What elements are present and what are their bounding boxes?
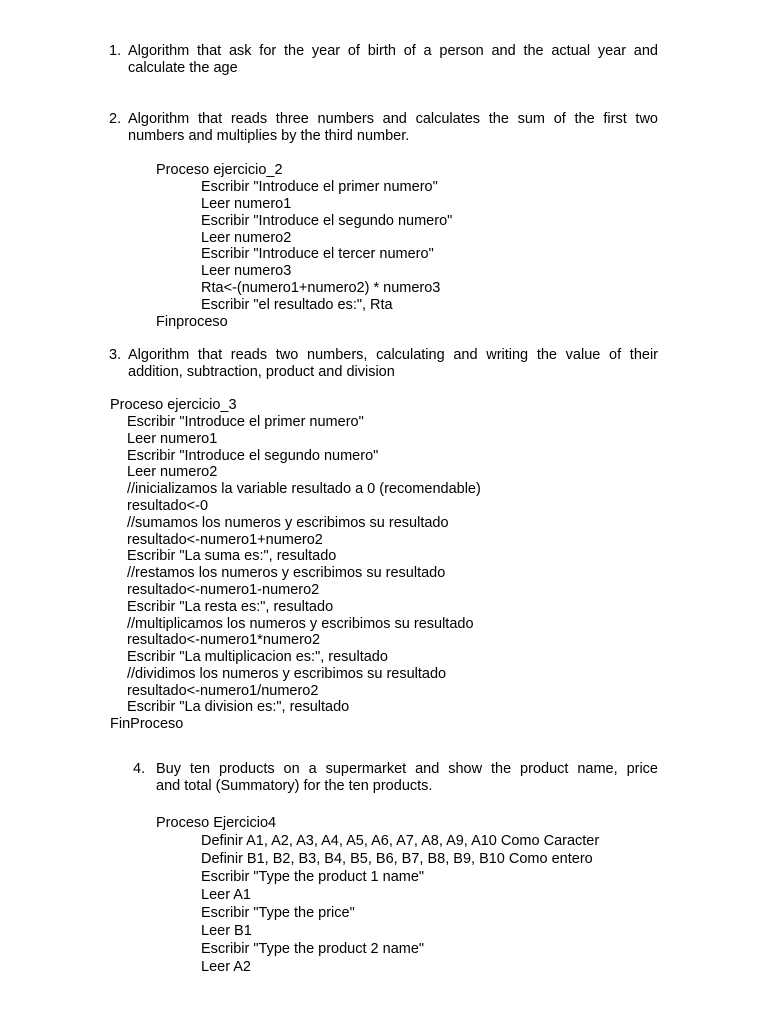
item-text	[128, 111, 658, 145]
code-line: resultado<-numero1/numero2	[127, 683, 319, 699]
code-line: Escribir "Introduce el segundo numero"	[127, 448, 379, 464]
code-line: Leer A2	[201, 959, 251, 975]
code-line: Leer numero2	[127, 464, 218, 480]
item-text	[128, 43, 658, 77]
item-text	[156, 761, 658, 795]
list-item-3	[109, 347, 659, 383]
code-line: Escribir "Introduce el primer numero"	[201, 179, 438, 195]
code-line: Leer B1	[201, 923, 252, 939]
code-line: Definir A1, A2, A3, A4, A5, A6, A7, A8, A9, A10 Como Caracter	[201, 833, 600, 849]
code-line: Leer A1	[201, 887, 251, 903]
code-line: Escribir "Type the product 1 name"	[201, 869, 425, 885]
list-item-2	[109, 111, 659, 147]
item-text-line: Buy ten products on a supermarket and show the product name, price	[156, 761, 658, 777]
item-number: 2.	[109, 111, 122, 127]
code-line: Escribir "La multiplicacion es:", resultado	[127, 649, 388, 665]
code-line: Escribir "La division es:", resultado	[127, 699, 350, 715]
list-item-1	[109, 43, 659, 79]
code-line: Escribir "Type the product 2 name"	[201, 941, 425, 957]
code-line: Leer numero1	[201, 196, 292, 212]
item-text-line: Algorithm that reads three numbers and calculates the sum of the first two	[128, 111, 658, 127]
list-item-4	[133, 761, 659, 797]
code-line: resultado<-numero1*numero2	[127, 632, 321, 648]
code-line: //inicializamos la variable resultado a 0 (recomendable)	[127, 481, 481, 497]
code-line: //dividimos los numeros y escribimos su resultado	[127, 666, 447, 682]
code-line: FinProceso	[110, 716, 184, 732]
code-line: Leer numero3	[201, 263, 292, 279]
item-number: 4.	[133, 761, 146, 777]
code-line: resultado<-numero1-numero2	[127, 582, 320, 598]
code-line: Proceso ejercicio_2	[156, 162, 283, 178]
code-line: Definir B1, B2, B3, B4, B5, B6, B7, B8, B9, B10 Como entero	[201, 851, 593, 867]
code-line: Escribir "Type the price"	[201, 905, 355, 921]
code-line: Finproceso	[156, 314, 228, 330]
item-text	[128, 347, 658, 381]
code-line: Escribir "La resta es:", resultado	[127, 599, 334, 615]
code-line: Escribir "Introduce el segundo numero"	[201, 213, 453, 229]
code-line: Escribir "La suma es:", resultado	[127, 548, 337, 564]
item-text-line: numbers and multiplies by the third number.	[128, 128, 410, 144]
code-line: Escribir "Introduce el primer numero"	[127, 414, 364, 430]
item-text-line: Algorithm that reads two numbers, calculating and writing the value of their	[128, 347, 658, 363]
code-line: Rta<-(numero1+numero2) * numero3	[201, 280, 441, 296]
item-text-line: and total (Summatory) for the ten products.	[156, 778, 433, 794]
code-line: Escribir "el resultado es:", Rta	[201, 297, 393, 313]
item-text-line: addition, subtraction, product and division	[128, 364, 395, 380]
item-number: 1.	[109, 43, 122, 59]
code-line: //multiplicamos los numeros y escribimos su resultado	[127, 616, 474, 632]
code-line: resultado<-numero1+numero2	[127, 532, 323, 548]
code-line: resultado<-0	[127, 498, 209, 514]
code-line: Proceso ejercicio_3	[110, 397, 237, 413]
item-text-line: calculate the age	[128, 60, 238, 76]
code-line: Escribir "Introduce el tercer numero"	[201, 246, 434, 262]
code-line: Proceso Ejercicio4	[156, 815, 277, 831]
code-line: //restamos los numeros y escribimos su resultado	[127, 565, 446, 581]
code-line: Leer numero2	[201, 230, 292, 246]
item-number: 3.	[109, 347, 122, 363]
code-line: Leer numero1	[127, 431, 218, 447]
code-line: //sumamos los numeros y escribimos su resultado	[127, 515, 449, 531]
item-text-line: Algorithm that ask for the year of birth of a person and the actual year and	[128, 43, 658, 59]
